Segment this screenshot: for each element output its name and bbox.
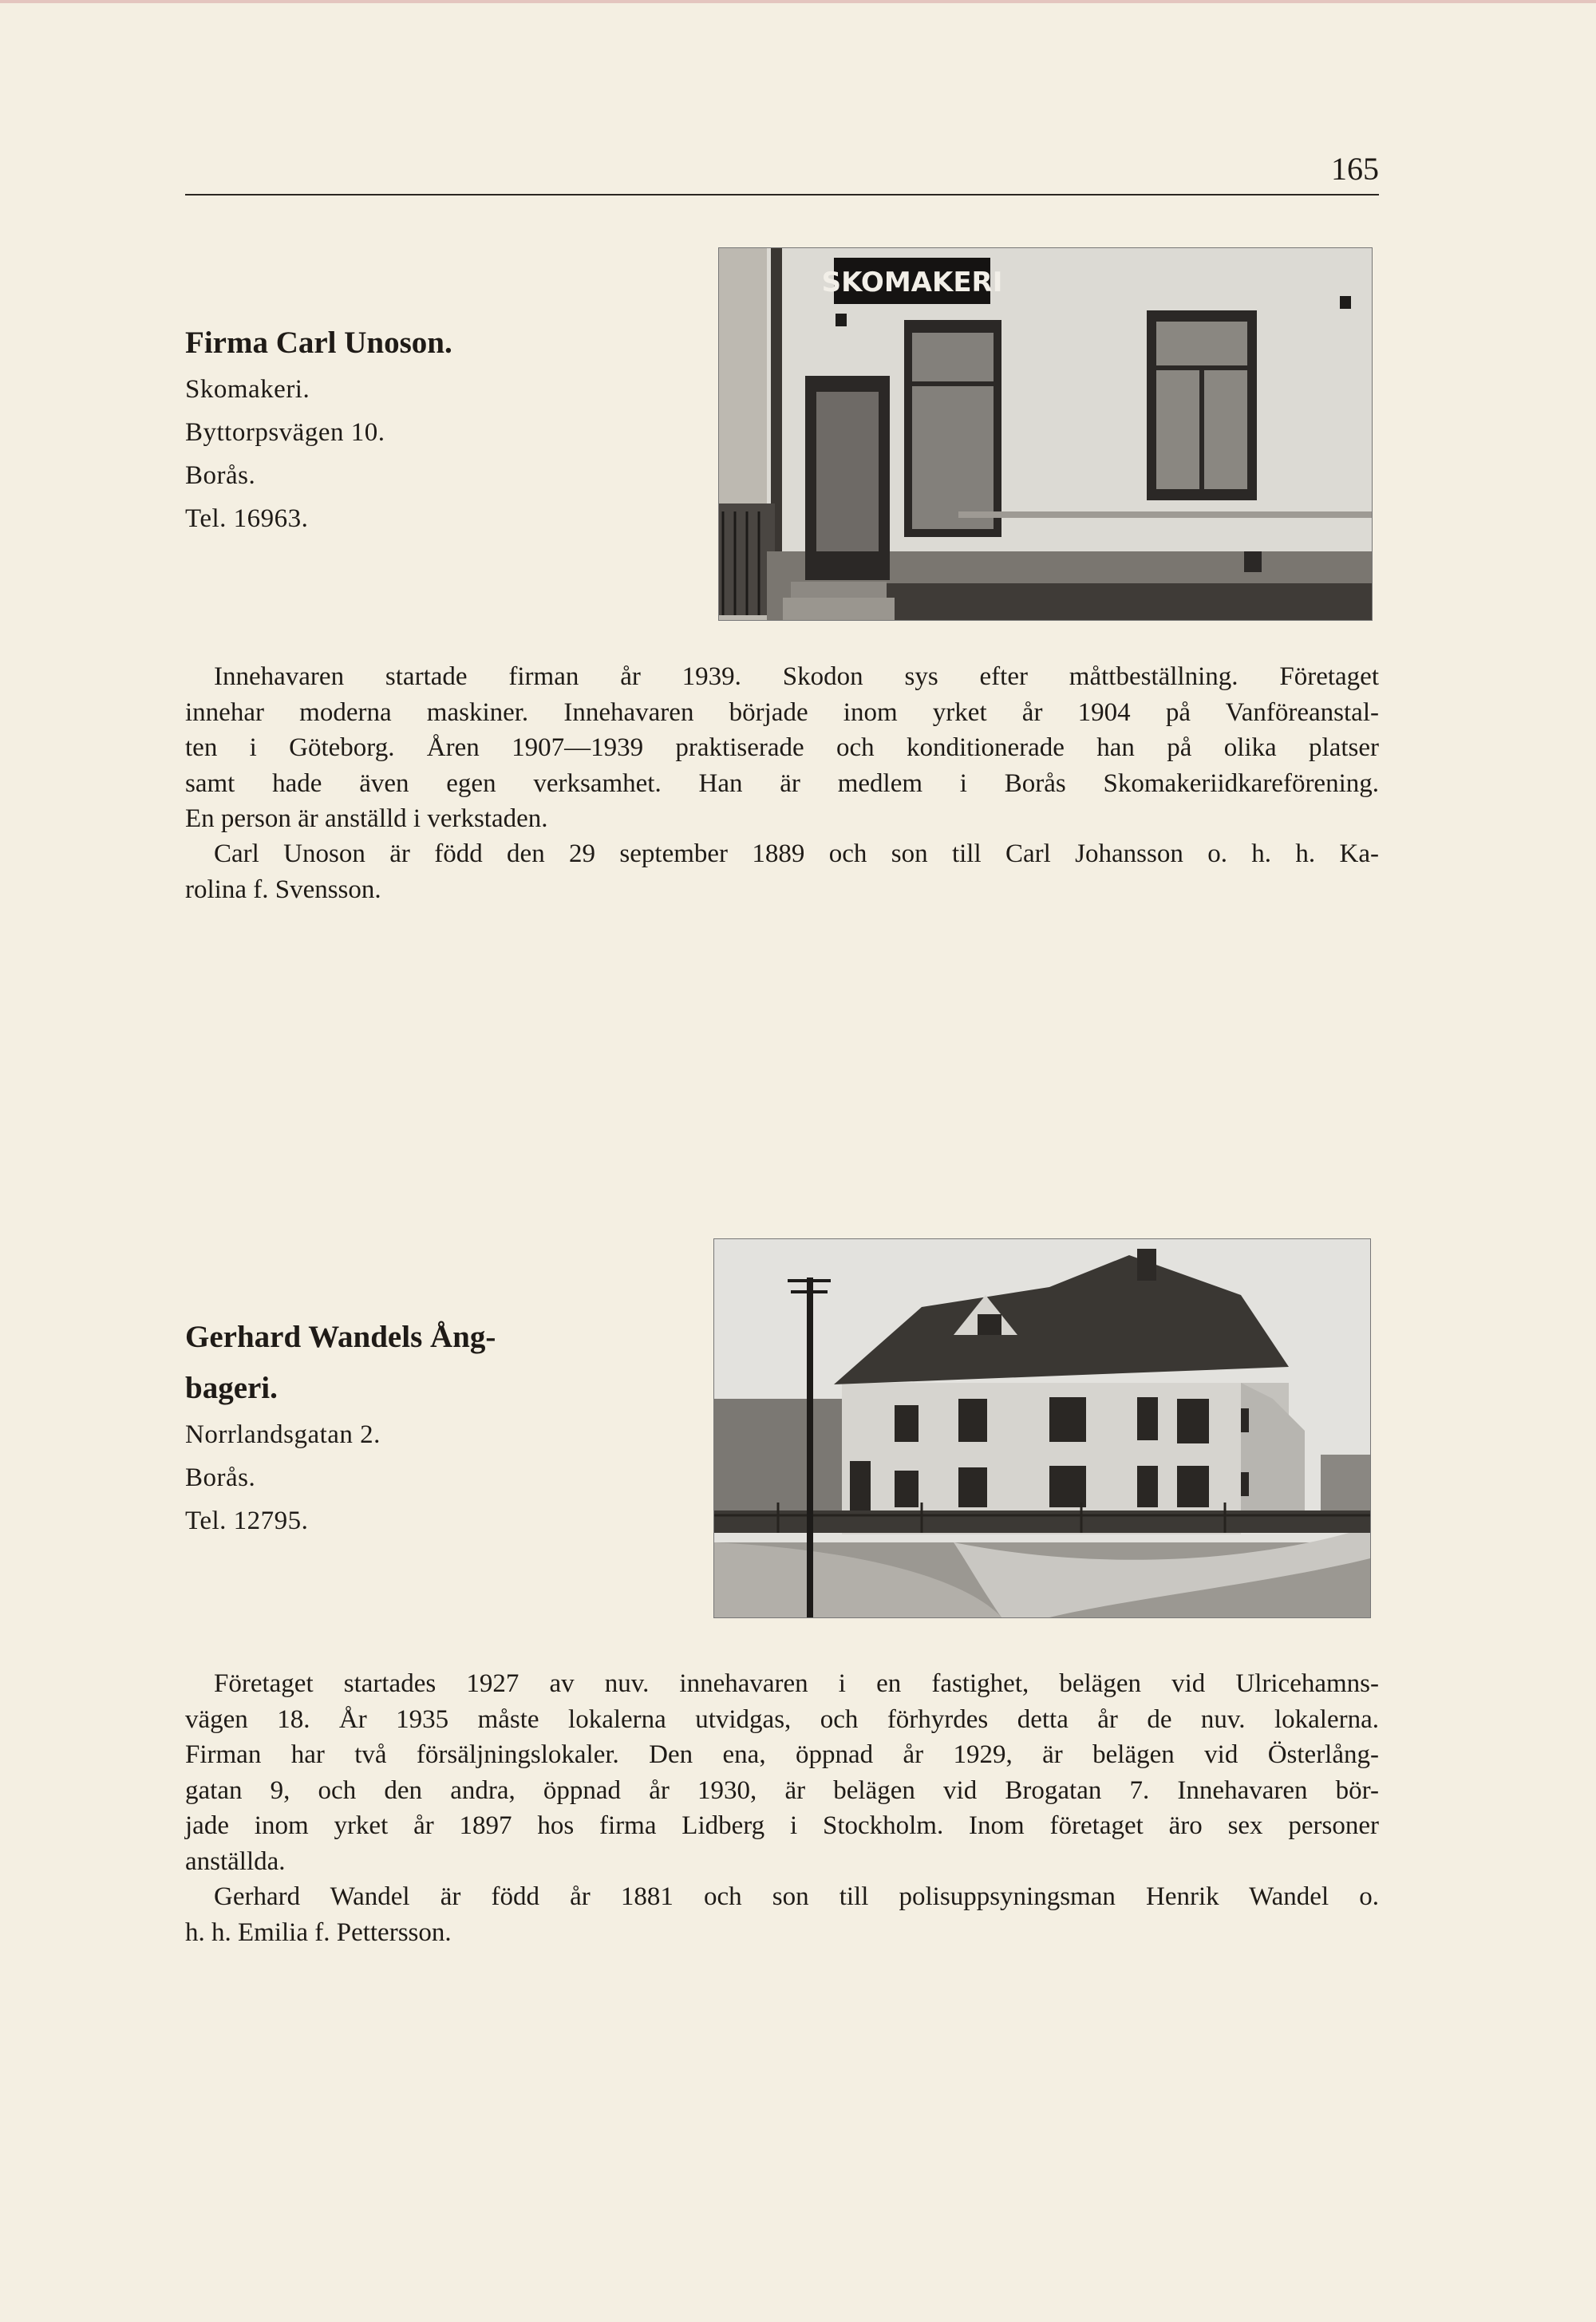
shop-sign-text: SKOMAKERI (821, 267, 1003, 298)
entry-title-line: Gerhard Wandels Ång- (185, 1320, 496, 1354)
shoemaker-shop-photo (718, 247, 1373, 621)
bakery-building-photo (713, 1238, 1371, 1618)
paragraph-line: Innehavaren startade firman år 1939. Skodon sys efter måttbeställning. Företaget (214, 662, 1379, 691)
paragraph-line: samt hade även egen verksamhet. Han är medlem i Borås Skomakeriidkareförening. (185, 768, 1379, 798)
paragraph-line: rolina f. Svensson. (185, 875, 381, 904)
entry-city: Borås. (185, 1463, 256, 1492)
entry-title-wandels-bageri (185, 1312, 496, 1414)
paragraph-line: innehar moderna maskiner. Innehavaren började inom yrket år 1904 på Vanföreanstal- (185, 697, 1379, 727)
paragraph-line: Firman har två försäljningslokaler. Den ena, öppnad år 1929, är belägen vid Österlång- (185, 1740, 1379, 1769)
paragraph-line: ten i Göteborg. Åren 1907—1939 praktiserade och konditionerade han på olika platser (185, 733, 1379, 762)
page-number: 165 (1331, 151, 1379, 187)
entry-city: Borås. (185, 461, 256, 490)
entry-address: Norrlandsgatan 2. (185, 1420, 381, 1449)
paragraph-line: anställda. (185, 1846, 286, 1876)
header-rule (185, 194, 1379, 195)
entry-title-line: bageri. (185, 1371, 278, 1405)
paragraph-line: h. h. Emilia f. Pettersson. (185, 1917, 452, 1947)
paragraph-line: Carl Unoson är född den 29 september 1889 och son till Carl Johansson o. h. h. Ka- (214, 839, 1379, 868)
paragraph-line: Företaget startades 1927 av nuv. innehavaren i en fastighet, belägen vid Ulricehamns- (214, 1669, 1379, 1698)
entry-business-type: Skomakeri. (185, 375, 310, 404)
paragraph-line: gatan 9, och den andra, öppnad år 1930, är belägen vid Brogatan 7. Innehavaren bör- (185, 1775, 1379, 1805)
entry-biography-carl-unoson (185, 836, 1379, 907)
entry-phone: Tel. 16963. (185, 504, 309, 533)
entry-phone: Tel. 12795. (185, 1507, 309, 1535)
paragraph-line: En person är anställd i verkstaden. (185, 804, 548, 833)
paragraph-line: jade inom yrket år 1897 hos firma Lidberg i Stockholm. Inom företaget äro sex personer (185, 1811, 1379, 1840)
paragraph-line: vägen 18. År 1935 måste lokalerna utvidgas, och förhyrdes detta år de nuv. lokalerna. (185, 1704, 1379, 1734)
page-top-edge (0, 0, 1596, 3)
paragraph-line: Gerhard Wandel är född år 1881 och son till polisuppsyningsman Henrik Wandel o. (214, 1882, 1379, 1911)
entry-biography-wandels-bageri (185, 1879, 1379, 1950)
entry-description-wandels-bageri (185, 1666, 1379, 1879)
entry-address: Byttorpsvägen 10. (185, 418, 385, 447)
entry-description-carl-unoson (185, 659, 1379, 837)
entry-title-carl-unoson: Firma Carl Unoson. (185, 326, 452, 360)
